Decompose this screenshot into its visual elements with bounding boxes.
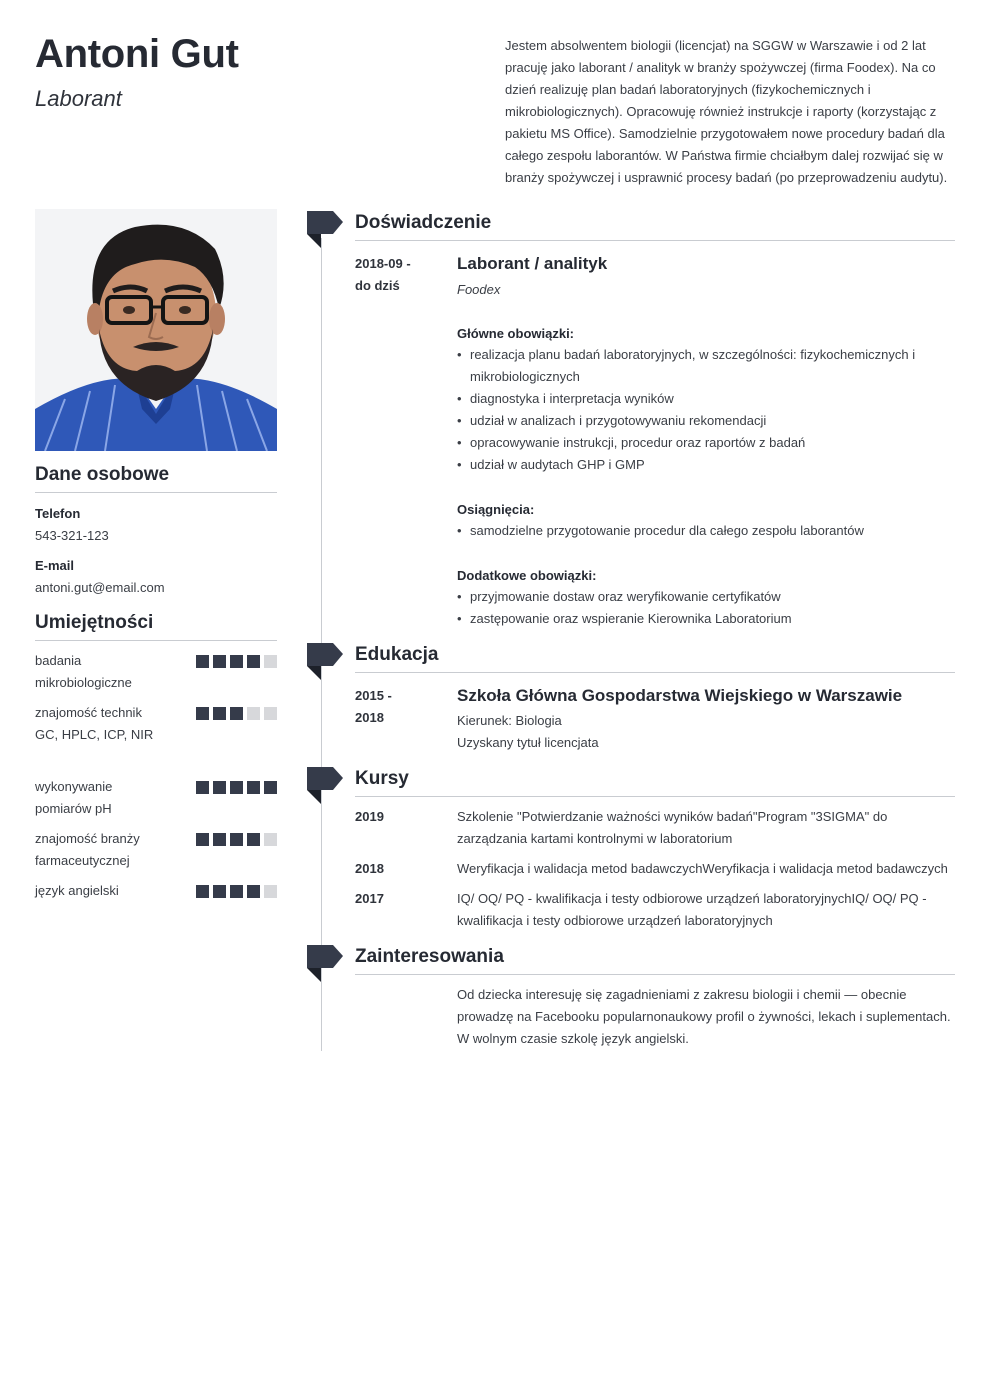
duties-list [457,344,955,476]
skill-square-filled [264,781,277,794]
skill-square-filled [196,833,209,846]
list-item: • udział w audytach GHP i GMP [457,454,955,476]
skill-level [196,655,277,668]
list-item: • przyjmowanie dostaw oraz weryfikowanie certyfikatów [457,586,955,608]
list-item: • opracowywanie instrukcji, procedur oraz raportów z badań [457,432,955,454]
email-value: antoni.gut@email.com [35,580,165,595]
skill-square-empty [264,655,277,668]
skill-level [196,707,277,720]
skill-square-filled [230,781,243,794]
skill-square-filled [196,781,209,794]
skill-item [35,650,277,694]
section-flag-icon [307,643,343,681]
skill-square-filled [247,833,260,846]
job-company: Foodex [457,282,501,297]
job-title: Laborant / analityk [457,254,608,273]
skill-square-filled [196,707,209,720]
course-title: Weryfikacja i walidacja metod badawczychWeryfikacja i walidacja metod badawczych [457,861,948,876]
skill-square-filled [196,655,209,668]
profile-summary: Jestem absolwentem biologii (licencjat) na SGGW w Warszawie i od 2 lat pracuję jako laborant / analityk w branży spożywczej (firma Foodex). Na co dzień realizuję plan badań laboratoryjnych (fizykochemicznych i mikrobiologicznych). Opracowuję również instrukcje i raporty (korzystając z pakietu MS Office). Samodzielnie przygotowałem nowe procedury badań dla całego zespołu laborantów. W Państwa firmie chciałbym dalej rozwijać się w branży spożywczej i usprawnić procesy badań (po przeprowadzeniu audytu). [505,38,948,185]
section-flag-icon [307,945,343,983]
skill-square-filled [213,885,226,898]
list-item: • diagnostyka i interpretacja wyników [457,388,955,410]
skill-square-filled [230,833,243,846]
skill-square-filled [230,655,243,668]
skills-heading: Umiejętności [35,612,277,641]
skill-square-filled [213,781,226,794]
skill-level [196,781,277,794]
list-item: • samodzielne przygotowanie procedur dla całego zespołu laborantów [457,520,955,542]
skill-square-empty [264,833,277,846]
personal-data-heading: Dane osobowe [35,464,277,493]
skill-item [35,828,277,872]
skill-name: znajomość branży farmaceutycznej [35,831,140,868]
course-year: 2019 [355,809,384,824]
skill-square-filled [247,885,260,898]
interests-heading: Zainteresowania [355,946,955,975]
course-year: 2017 [355,891,384,906]
skill-level [196,833,277,846]
education-field: Kierunek: Biologia [457,713,562,728]
skill-square-filled [230,707,243,720]
skill-name: wykonywanie pomiarów pH [35,779,113,816]
skill-square-filled [213,833,226,846]
job-date-to: do dziś [355,278,400,293]
skill-name: język angielski [35,883,119,898]
email-label: E-mail [35,558,75,573]
education-date-to: 2018 [355,710,384,725]
phone-value: 543-321-123 [35,528,109,543]
list-item: • realizacja planu badań laboratoryjnych, w szczególności: fizykochemicznych i mikrobiologicznych [457,344,955,388]
skill-item [35,702,277,746]
duties-heading: Główne obowiązki: [457,326,575,341]
skill-square-filled [230,885,243,898]
skill-square-empty [247,707,260,720]
skill-level [196,885,277,898]
job-date-from: 2018-09 - [355,256,411,271]
profile-photo [35,209,277,451]
education-date-from: 2015 - [355,688,392,703]
skill-item [35,776,277,820]
phone-label: Telefon [35,506,81,521]
course-year: 2018 [355,861,384,876]
skill-square-filled [247,781,260,794]
skill-square-empty [264,707,277,720]
skill-square-filled [213,707,226,720]
achievements-heading: Osiągnięcia: [457,502,535,517]
list-item: • udział w analizach i przygotowywaniu rekomendacji [457,410,955,432]
skill-square-filled [247,655,260,668]
course-title: IQ/ OQ/ PQ - kwalifikacja i testy odbiorowe urządzeń laboratoryjnychIQ/ OQ/ PQ - kwalifikacja i testy odbiorowe urządzeń laboratoryjnych [457,891,927,928]
candidate-name: Antoni Gut [35,32,239,76]
extra-duties-list [457,586,955,630]
skill-name: badania mikrobiologiczne [35,653,132,690]
courses-heading: Kursy [355,768,955,797]
course-title: Szkolenie "Potwierdzanie ważności wyników badań"Program "3SIGMA" do zarządzania kartami kontrolnymi w laboratorium [457,809,888,846]
skill-square-filled [196,885,209,898]
section-flag-icon [307,211,343,249]
list-item: • zastępowanie oraz wspieranie Kierownika Laboratorium [457,608,955,630]
education-heading: Edukacja [355,644,955,673]
extra-duties-heading: Dodatkowe obowiązki: [457,568,597,583]
skill-name: znajomość technik GC, HPLC, ICP, NIR [35,705,154,742]
skill-item [35,880,277,902]
interests-text: Od dziecka interesuję się zagadnieniami z zakresu biologii i chemii — obecnie prowadzę na Facebooku popularnonaukowy profil o żywności, lekach i suplementach. W wolnym czasie szkolę język angielski. [457,987,951,1046]
school-name: Szkoła Główna Gospodarstwa Wiejskiego w Warszawie [457,686,903,705]
education-degree: Uzyskany tytuł licencjata [457,735,599,750]
skill-square-empty [264,885,277,898]
section-flag-icon [307,767,343,805]
candidate-role: Laborant [35,86,122,111]
achievements-list [457,520,955,542]
experience-heading: Doświadczenie [355,212,955,241]
skill-square-filled [213,655,226,668]
